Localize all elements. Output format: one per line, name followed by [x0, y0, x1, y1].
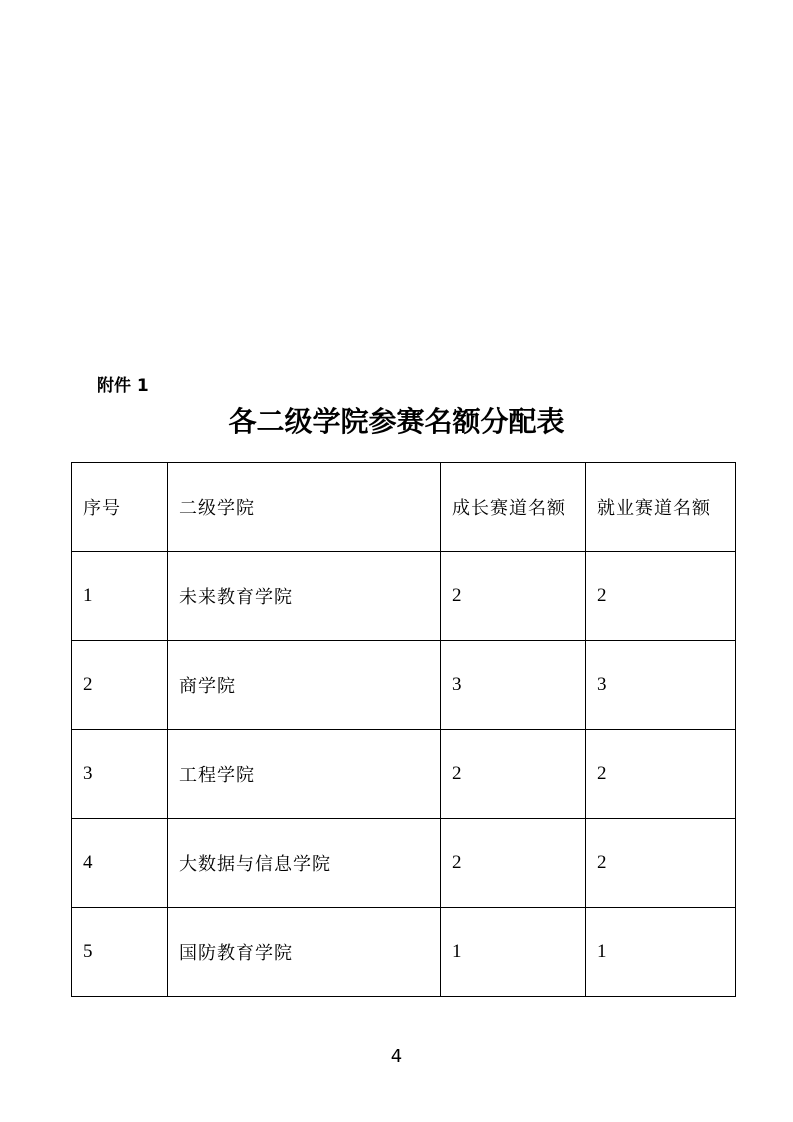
growth-track-quota-cell: 3: [441, 641, 586, 730]
table-row: [72, 908, 736, 997]
employment-track-quota-cell: 3: [586, 641, 736, 730]
employment-track-quota-cell: 2: [586, 730, 736, 819]
attachment-label: 附件 1: [97, 376, 149, 396]
table-row: [72, 641, 736, 730]
serial-number-cell: 2: [72, 641, 168, 730]
serial-number-cell: 3: [72, 730, 168, 819]
header-college: 二级学院: [168, 463, 441, 552]
college-cell: 大数据与信息学院: [168, 819, 441, 908]
college-cell: 商学院: [168, 641, 441, 730]
growth-track-quota-cell: 2: [441, 730, 586, 819]
growth-track-quota-cell: 1: [441, 908, 586, 997]
serial-number-cell: 4: [72, 819, 168, 908]
header-growth-track-quota: 成长赛道名额: [441, 463, 586, 552]
employment-track-quota-cell: 2: [586, 819, 736, 908]
table-row: [72, 552, 736, 641]
table-row: [72, 819, 736, 908]
quota-allocation-table: [71, 462, 736, 997]
employment-track-quota-cell: 1: [586, 908, 736, 997]
table-header-row: [72, 463, 736, 552]
growth-track-quota-cell: 2: [441, 819, 586, 908]
serial-number-cell: 5: [72, 908, 168, 997]
college-cell: 国防教育学院: [168, 908, 441, 997]
header-employment-track-quota: 就业赛道名额: [586, 463, 736, 552]
document-title: 各二级学院参赛名额分配表: [228, 405, 565, 438]
table-row: [72, 730, 736, 819]
growth-track-quota-cell: 2: [441, 552, 586, 641]
serial-number-cell: 1: [72, 552, 168, 641]
college-cell: 未来教育学院: [168, 552, 441, 641]
college-cell: 工程学院: [168, 730, 441, 819]
header-serial-number: 序号: [72, 463, 168, 552]
page-number: 4: [390, 1046, 403, 1067]
employment-track-quota-cell: 2: [586, 552, 736, 641]
